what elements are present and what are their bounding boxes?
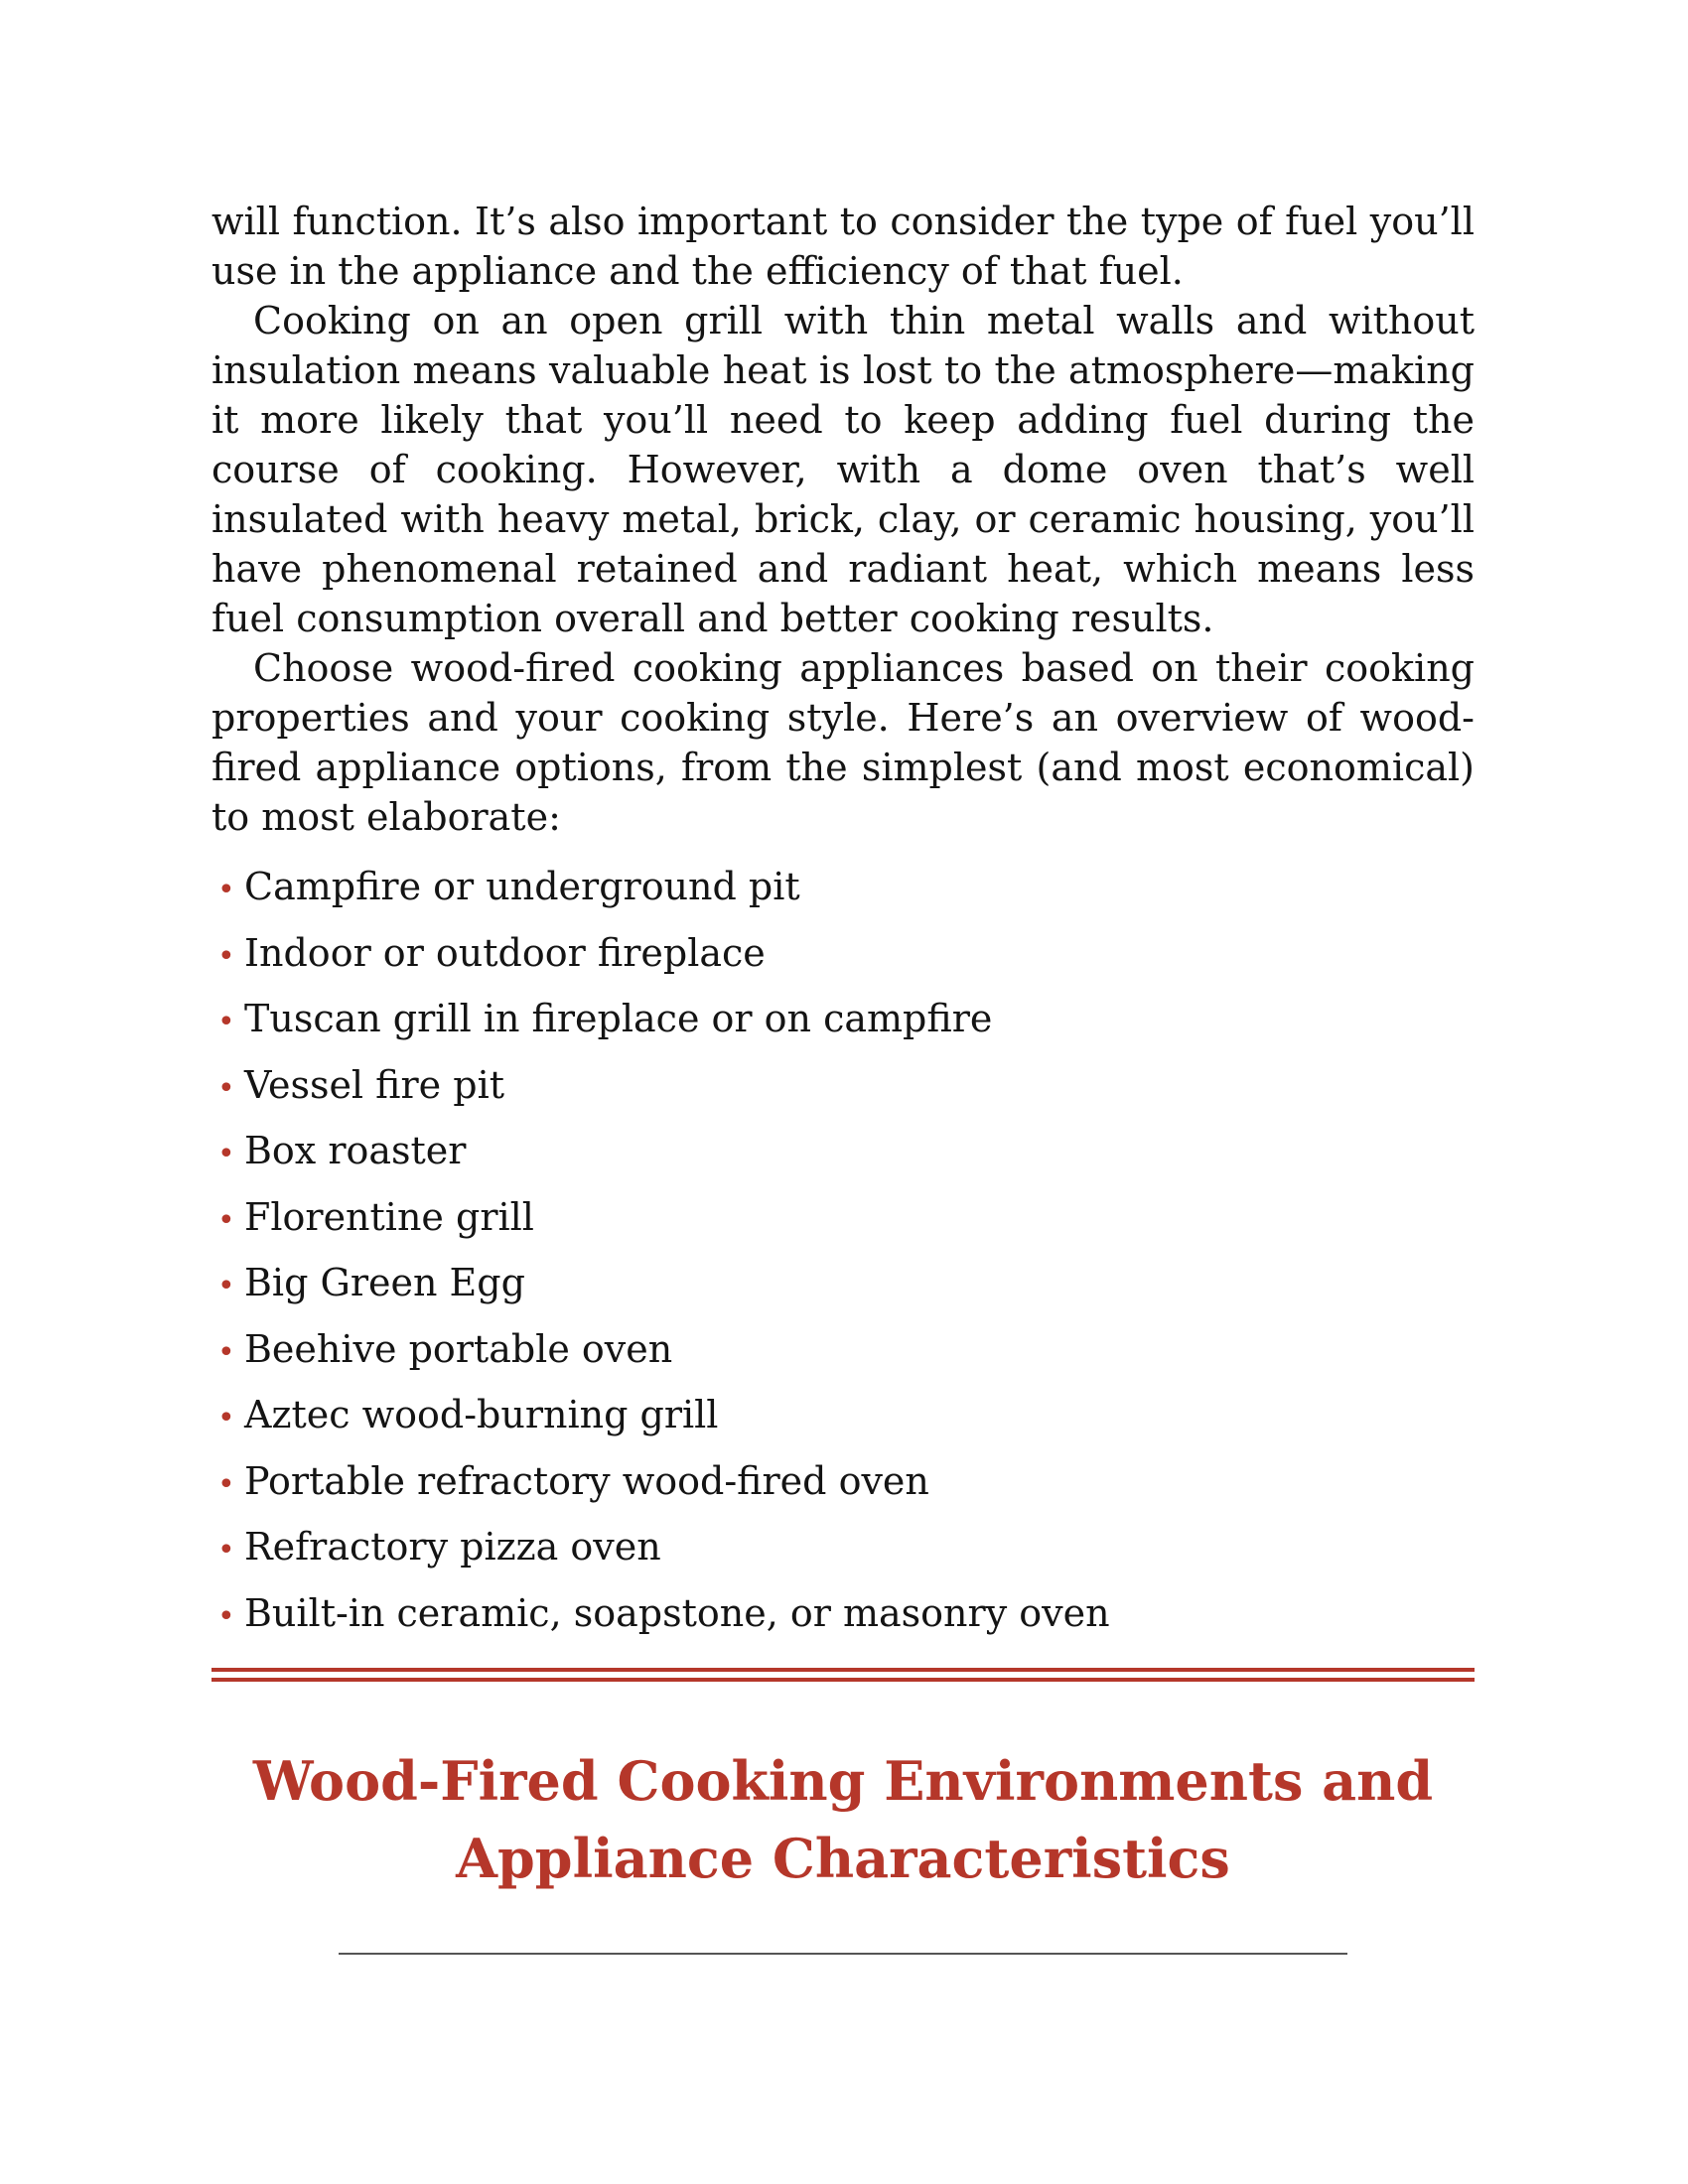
heading-underline-rule (339, 1953, 1347, 1955)
divider-line-top (211, 1668, 1475, 1672)
bullet-icon: • (217, 1005, 235, 1039)
list-item (211, 1516, 1475, 1582)
list-item-text: Big Green Egg (244, 1261, 525, 1304)
bullet-icon: • (217, 1137, 235, 1171)
list-item (211, 1054, 1475, 1121)
list-item-text: Beehive portable oven (244, 1326, 673, 1371)
list-item (211, 1318, 1475, 1385)
bullet-icon: • (217, 1334, 235, 1370)
list-item (211, 1384, 1475, 1450)
list-item-text: Tuscan grill in fireplace or on campfire (244, 997, 993, 1040)
list-item-text: Refractory pizza oven (244, 1525, 661, 1569)
list-item (211, 1252, 1475, 1318)
list-item (211, 856, 1475, 922)
bullet-icon: • (217, 873, 235, 907)
list-item (211, 1186, 1475, 1253)
bullet-icon: • (217, 1466, 235, 1502)
paragraph-continued: will function. It’s also important to consider the type of fuel you’ll use in the appliance and the efficiency of that fuel. (211, 200, 1475, 293)
list-item (211, 1120, 1475, 1186)
bullet-icon: • (217, 938, 235, 974)
list-item-text: Indoor or outdoor fireplace (244, 930, 766, 975)
bullet-icon: • (217, 1202, 235, 1238)
paragraph-insulation: Cooking on an open grill with thin metal walls and without insulation means valuable heat is lost to the atmosphere—making it more likely that you’ll need to keep adding fuel during the course of cooking. However, with a dome oven that’s well insulated with heavy metal, brick, clay, or ceramic housing, you’ll have phenomenal retained and radiant heat, which means less fuel consumption overall and better cooking results. (211, 299, 1475, 640)
section-heading-line-2: Appliance Characteristics (456, 1827, 1230, 1890)
list-item-text: Vessel fire pit (244, 1062, 504, 1107)
list-item-text: Box roaster (244, 1129, 467, 1172)
list-item (211, 922, 1475, 989)
section-heading-line-1: Wood-Fired Cooking Environments and (252, 1749, 1434, 1813)
paragraph-overview: Choose wood-fired cooking appliances based on their cooking properties and your cooking style. Here’s an overview of wood-fired appliance options, from the simplest (and most economical) to most elaborate: (211, 646, 1475, 839)
list-item (211, 988, 1475, 1054)
list-item-text: Portable refractory wood-fired oven (244, 1458, 929, 1503)
bullet-icon: • (217, 1533, 235, 1568)
bullet-icon: • (217, 1401, 235, 1435)
appliance-options-list (211, 856, 1475, 1648)
page-body (211, 197, 1475, 1648)
list-item-text: Campfire or underground pit (244, 865, 800, 908)
divider-line-bottom (211, 1678, 1475, 1682)
list-item (211, 1450, 1475, 1517)
bullet-icon: • (217, 1070, 235, 1106)
list-item-text: Aztec wood-burning grill (244, 1393, 719, 1436)
list-item-text: Built-in ceramic, soapstone, or masonry oven (244, 1590, 1110, 1635)
bullet-icon: • (217, 1598, 235, 1634)
list-item (211, 1582, 1475, 1649)
bullet-icon: • (217, 1269, 235, 1303)
section-heading (211, 1742, 1475, 1897)
section-divider-double-rule (211, 1668, 1475, 1683)
list-item-text: Florentine grill (244, 1194, 534, 1239)
